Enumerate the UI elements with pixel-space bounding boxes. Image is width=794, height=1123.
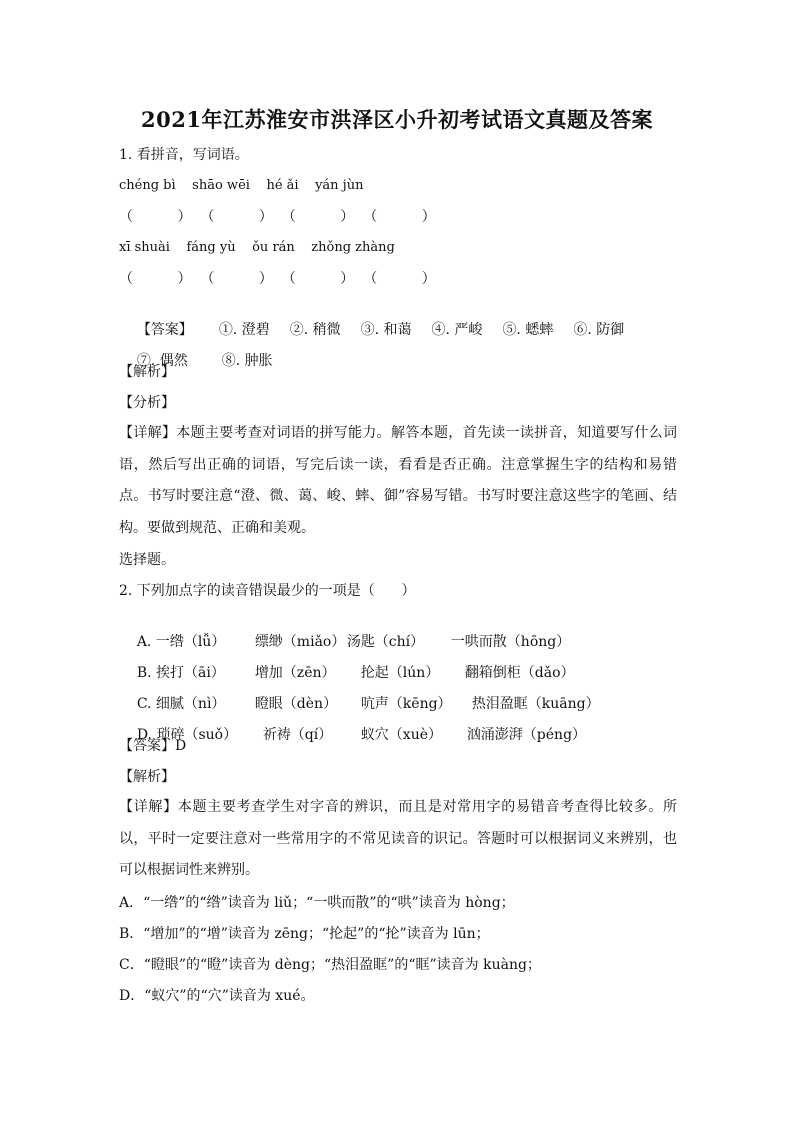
- fenxi-heading: 【分析】: [119, 395, 175, 411]
- answer-item: ⑤. 蟋蟀: [502, 322, 554, 338]
- pinyin-row-2: xī shuài fáng yù ǒu rán zhǒng zhàng: [119, 240, 395, 255]
- option-cell: 汹涌澎湃（péng）: [466, 727, 587, 743]
- answer-item: ②. 稍微: [289, 322, 341, 338]
- option-cell: D. 琐碎（suǒ）: [136, 727, 238, 743]
- blanks-row-2: （ ） （ ） （ ） （ ）: [119, 271, 436, 287]
- option-cell: A. 一绺（lǚ）: [136, 634, 226, 650]
- q2-analysis-heading: 【解析】: [119, 769, 175, 785]
- answer-item: ①. 澄碧: [218, 322, 270, 338]
- option-cell: 汤匙（chí）: [346, 634, 425, 650]
- answer-label: 【答案】: [136, 322, 193, 338]
- option-cell: 翻箱倒柜（dǎo）: [464, 665, 575, 681]
- q1-detail-paragraph: 【详解】本题主要考查对词语的拼写能力。解答本题，首先读一读拼音，知道要写什么词语，然后写出正确的词语，写完后读一读，看看是否正确。注意掌握生字的结构和易错点。书写时要注意“澄、微、蔼、峻、蟀、御”容易写错。书写时要注意这些字的笔画、结构。要做到规范、正确和美观。: [119, 425, 677, 536]
- option-cell: 缥缈（miǎo）: [254, 634, 346, 650]
- answer-item: ⑦. 偶然: [136, 353, 188, 369]
- answer-item: ③. 和蔼: [360, 322, 412, 338]
- option-cell: B. 挨打（āi）: [136, 665, 225, 681]
- option-cell: 祈祷（qí）: [262, 727, 333, 743]
- page-title: 2021年江苏淮安市洪泽区小升初考试语文真题及答案: [141, 107, 653, 132]
- answer-item: ⑧. 肿胀: [221, 353, 273, 369]
- option-cell: C. 细腻（nì）: [136, 696, 226, 712]
- option-cell: 吭声（kēng）: [360, 696, 452, 712]
- option-cell: 增加（zēn）: [254, 665, 336, 681]
- explanation-line: B．“增加”的“增”读音为 zēng；“抡起”的“抡”读音为 lūn；: [119, 926, 490, 942]
- explanation-line: C．“瞪眼”的“瞪”读音为 dèng；“热泪盈眶”的“眶”读音为 kuàng；: [119, 957, 541, 973]
- pinyin-row-1: chéng bì shāo wēi hé ǎi yán jùn: [119, 178, 364, 193]
- explanation-line: D．“蚁穴”的“穴”读音为 xué。: [119, 988, 315, 1004]
- option-cell: 蚁穴（xuè）: [360, 727, 443, 743]
- q2-detail-paragraph: 【详解】本题主要考查学生对字音的辨识，而且是对常用字的易错音考查得比较多。所以，平时一定要注意对一些常用字的不常见读音的识记。答题时可以根据词义来辨别，也可以根据词性来辨别。: [119, 799, 677, 878]
- answer-item: ④. 严峻: [431, 322, 483, 338]
- q2-answer: 【答案】D: [119, 738, 187, 754]
- option-cell: 抡起（lún）: [360, 665, 440, 681]
- answer-item: ⑥. 防御: [573, 322, 625, 338]
- answer-row-2: [119, 331, 273, 391]
- blanks-row-1: （ ） （ ） （ ） （ ）: [119, 209, 436, 225]
- explanation-line: A．“一绺”的“绺”读音为 liǔ；“一哄而散”的“哄”读音为 hòng；: [119, 895, 515, 911]
- option-row: [119, 705, 586, 765]
- analysis-heading: 【解析】: [119, 364, 175, 380]
- question-2-stem: 2. 下列加点字的读音错误最少的一项是（ ）: [119, 583, 416, 599]
- section-heading: 选择题。: [119, 552, 175, 568]
- option-cell: 瞪眼（dèn）: [254, 696, 338, 712]
- option-cell: 热泪盈眶（kuāng）: [471, 696, 600, 712]
- question-1-stem: 1. 看拼音，写词语。: [119, 147, 249, 163]
- option-cell: 一哄而散（hōng）: [450, 634, 571, 650]
